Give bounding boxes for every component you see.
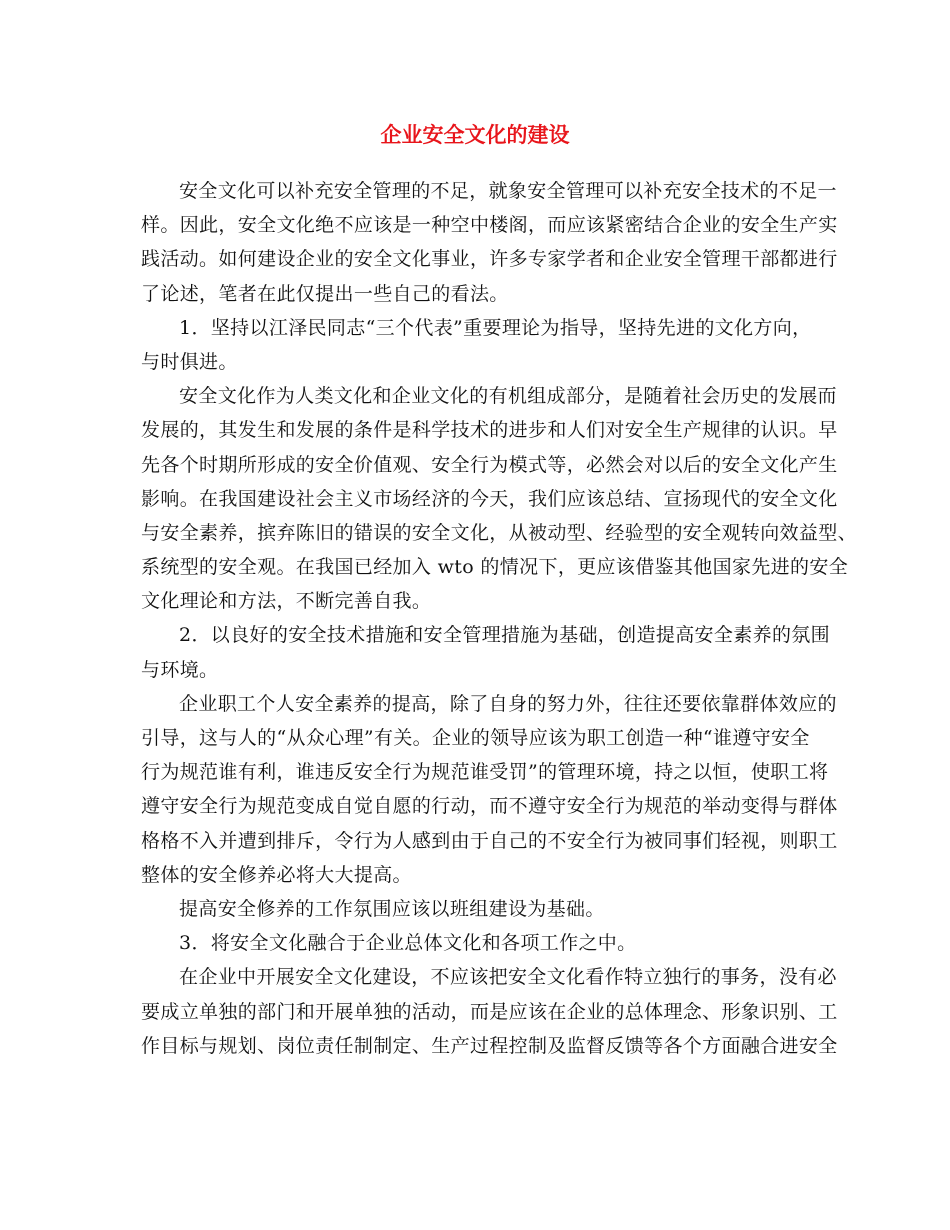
text-line: 安全文化可以补充安全管理的不足，就象安全管理可以补充安全技术的不足一 xyxy=(179,180,837,202)
text-line: 与环境。 xyxy=(141,658,219,681)
text-line: 先各个时期所形成的安全价值观、安全行为模式等，必然会对以后的安全文化产生 xyxy=(141,453,838,476)
text-line: 3．将安全文化融合于企业总体文化和各项工作之中。 xyxy=(179,932,637,955)
text-line: 格格不入并遭到排斥，令行为人感到由于自己的不安全行为被同事们轻视，则职工 xyxy=(141,829,838,852)
text-line: 引导，这与人的“从众心理”有关。企业的领导应该为职工创造一种“谁遵守安全 xyxy=(141,727,810,749)
text-line: 影响。在我国建设社会主义市场经济的今天，我们应该总结、宣扬现代的安全文化 xyxy=(141,487,838,510)
document-title: 企业安全文化的建设 xyxy=(380,122,570,147)
text-line: 在企业中开展安全文化建设，不应该把安全文化看作特立独行的事务，没有必 xyxy=(179,966,837,989)
text-line: 样。因此，安全文化绝不应该是一种空中楼阁，而应该紧密结合企业的安全生产实 xyxy=(141,214,838,237)
text-line: 发展的，其发生和发展的条件是科学技术的进步和人们对安全生产规律的认识。早 xyxy=(141,419,838,442)
text-line: 与时俱进。 xyxy=(141,350,238,373)
text-line: 2．以良好的安全技术措施和安全管理措施为基础，创造提高安全素养的氛围 xyxy=(179,624,830,647)
text-line: 文化理论和方法，不断完善自我。 xyxy=(141,590,432,613)
text-line: 了论述，笔者在此仅提出一些自己的看法。 xyxy=(141,282,509,305)
text-line: 整体的安全修养必将大大提高。 xyxy=(141,863,412,886)
text-line: 提高安全修养的工作氛围应该以班组建设为基础。 xyxy=(179,897,605,920)
document-body xyxy=(141,176,857,1065)
text-line: 企业职工个人安全素养的提高，除了自身的努力外，往往还要依靠群体效应的 xyxy=(179,692,837,715)
text-line: 遵守安全行为规范变成自觉自愿的行动，而不遵守安全行为规范的举动变得与群体 xyxy=(141,795,838,818)
text-line: 系统型的安全观。在我国已经加入 wto 的情况下，更应该借鉴其他国家先进的安全 xyxy=(141,556,849,579)
text-line: 行为规范谁有利，谁违反安全行为规范谁受罚”的管理环境，持之以恒，使职工将 xyxy=(141,761,829,784)
text-line: 1．坚持以江泽民同志“三个代表”重要理论为指导，坚持先进的文化方向， xyxy=(179,316,812,339)
text-line: 要成立单独的部门和开展单独的活动，而是应该在企业的总体理念、形象识别、工 xyxy=(141,1000,838,1023)
text-line: 安全文化作为人类文化和企业文化的有机组成部分，是随着社会历史的发展而 xyxy=(179,385,837,408)
text-line: 践活动。如何建设企业的安全文化事业，许多专家学者和企业安全管理干部都进行 xyxy=(141,248,838,271)
text-line: 与安全素养，摈弃陈旧的错误的安全文化，从被动型、经验型的安全观转向效益型、 xyxy=(141,521,857,544)
text-line: 作目标与规划、岗位责任制制定、生产过程控制及监督反馈等各个方面融合进安全 xyxy=(141,1034,838,1057)
